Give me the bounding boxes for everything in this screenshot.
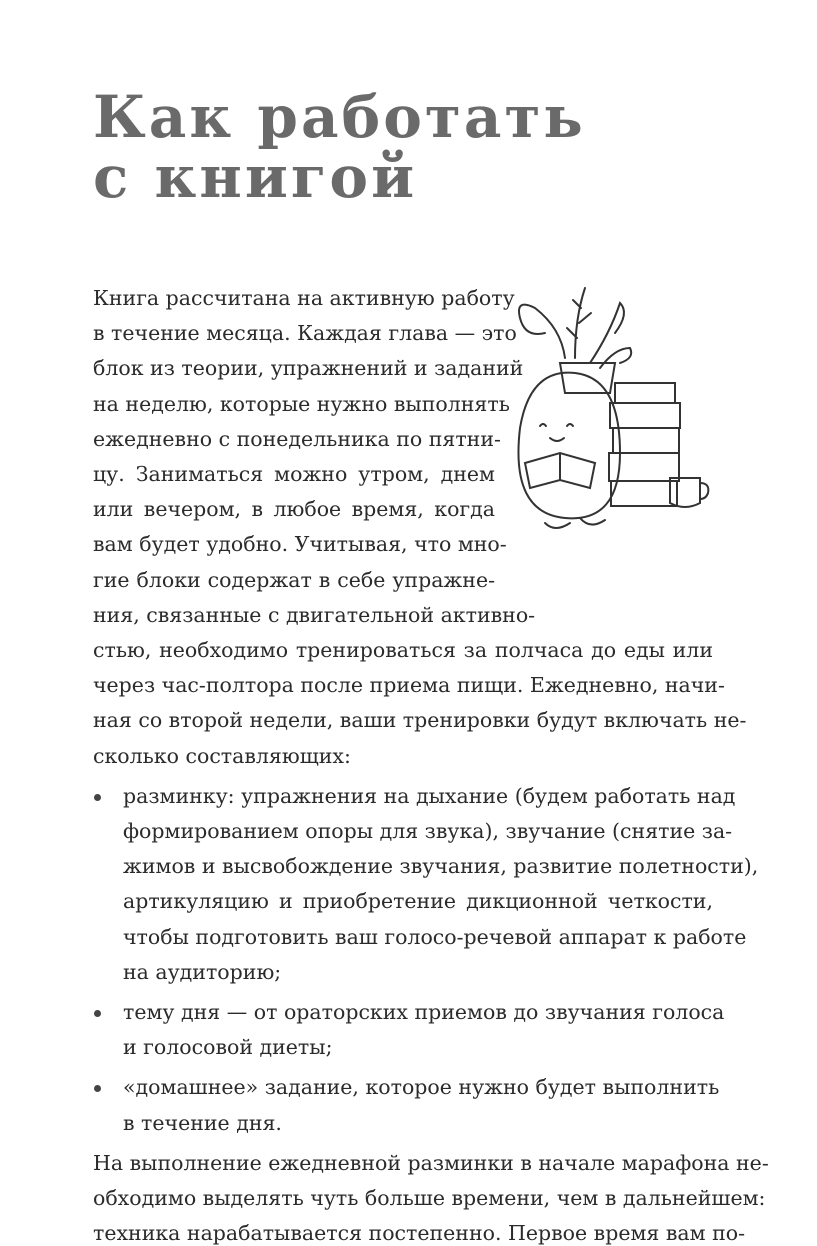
closing-line: обходимо выделять чуть больше времени, чем в дальнейшем:	[93, 1186, 766, 1210]
bullet-line: жимов и высвобождение звучания, развитие полетности),	[123, 854, 759, 879]
intro-line: сколько составляющих:	[93, 743, 351, 768]
bullet-line: в течение дня.	[123, 1110, 282, 1135]
page-title-line-2: с книгой	[93, 143, 418, 211]
bullet-line: разминку: упражнения на дыхание (будем работать над	[123, 783, 736, 808]
bullet-icon	[94, 1085, 101, 1092]
bullet-line: артикуляцию и приобретение дикционной четкости,	[123, 889, 713, 914]
intro-line: блок из теории, упражнений и заданий	[93, 356, 524, 381]
bullet-line: на аудиторию;	[123, 959, 282, 984]
potato-reading-illustration	[505, 278, 725, 568]
bullet-line: «домашнее» задание, которое нужно будет выполнить	[123, 1075, 720, 1100]
intro-line: ная со второй недели, ваши тренировки будут включать не-	[93, 708, 747, 733]
closing-line: На выполнение ежедневной разминки в начале марафона не-	[93, 1150, 769, 1175]
bullet-line: и голосовой диеты;	[123, 1035, 333, 1060]
intro-line: вам будет удобно. Учитывая, что мно-	[93, 532, 507, 557]
bullet-line: формированием опоры для звука), звучание (снятие за-	[123, 819, 733, 843]
intro-line: гие блоки содержат в себе упражне-	[93, 567, 495, 592]
closing-line: техника нарабатывается постепенно. Первое время вам по-	[93, 1221, 745, 1246]
bullet-icon	[94, 794, 101, 801]
intro-line: ния, связанные с двигательной активно-	[93, 602, 536, 627]
intro-line: через час-полтора после приема пищи. Ежедневно, начи-	[93, 673, 725, 698]
intro-line: Книга рассчитана на активную работу	[93, 286, 515, 310]
intro-line: или вечером, в любое время, когда	[93, 497, 495, 522]
bullet-line: чтобы подготовить ваш голосо-речевой аппарат к работе	[123, 924, 747, 949]
bullet-icon	[94, 1010, 101, 1017]
intro-line: в течение месяца. Каждая глава — это	[93, 321, 517, 346]
intro-line: на неделю, которые нужно выполнять	[93, 391, 510, 416]
page-title-line-1: Как работать	[93, 83, 586, 151]
intro-line: стью, необходимо тренироваться за полчаса до еды или	[93, 638, 713, 662]
intro-line: цу. Заниматься можно утром, днем	[93, 462, 495, 486]
bullet-line: тему дня — от ораторских приемов до звучания голоса	[123, 1000, 725, 1024]
intro-line: ежедневно с понедельника по пятни-	[93, 426, 501, 451]
